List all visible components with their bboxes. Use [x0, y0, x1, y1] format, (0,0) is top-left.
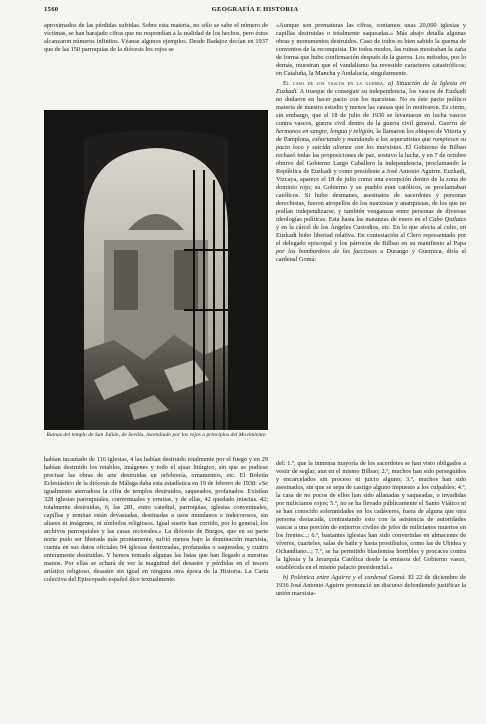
quote: Guerra de hermanos en sangre, lengua y religión,: [276, 120, 466, 135]
ruins-illustration: [44, 110, 268, 430]
photo-church-ruins: [44, 110, 268, 430]
section-heading: [276, 80, 466, 264]
paragraph: habían incautado de 116 iglesias, 4 las habían destruido totalmente por el fuego y en 29 habían destruido los retablos, imágenes y todo el ajuar litúrgico, sin que se pudiese precisar las obras de arte destruidas en orfebrería, ornamentos, etc. El Boletín Eclesiástico de la diócesis de Málaga daba esta estadística en 19 de febrero de 1938: «Se igualmente aterradora la cifra de templos destruidos, saqueados, profanados. Existían 328 iglesias parroquiales, conventuales y ermitas, y de ellas, 42 quedado intactas. 42; totalmente destruidas, 6; las 281, entre catedral, parroquias, iglesias conventuales, capillas y ermitas están devastadas, destinadas a usos mundanos e indecorosos, sin altares ni imágenes, ni símbolos religiosos. Igual suerte han corrido, por lo general, los archivos parroquiales y las casas rectorales.» La diócesis de Burgos, que en su parte norte pudo ser liberada más prontamente, sufrió menos bajo la dominación marxista, cuenta en sus datos oficiales 94 iglesias destrozadas, profanadas o saqueadas, y cuatro enteramente destruidas. Y hemos tomado algunas las listas que han llegado a nuestras manos. Por ellas se echará de ver la magnitud del desastre y pérdidas en el tesoro artístico religioso, desastre sin igual en ninguna otra época de la Historia. La Carta colectiva del Episcopado español dice textualmente:: [44, 456, 268, 583]
paragraph-text: A trueque de conseguir su independencia, los vascos de Euzkadi no dudaron en hacer pacto con los marxistas. No es éste pacto político materia de nuestro estudio y menos las causas que lo motivaron. Es cierto, sin embargo, que el 18 de julio de 1936 se levantaron en lucha vascos contra vascos, guerra civil dentro de la guerra civil general.: [276, 88, 466, 127]
paragraph-text: la llamaron los obispos de Vitoria y de Pamplona,: [276, 128, 466, 143]
column-top-left: [44, 22, 268, 108]
running-title: GEOGRAFÍA E HISTORIA: [211, 6, 299, 13]
paragraph-text: El Gobierno de Bilbao rechazó todas las proposiciones de paz, sostuvo la lucha, y en 7 de octubre obtuvo del Gobierno Largo Caballero la independencia, proclamando la República de Euzkadi y como presidente a José Antonio Aguirre. Euzkadi, Vizcaya, aparece el 18 de julio como una excepción dentro de la zona de dominio rojo; su Gobierno y su pueblo eran católicos, se proclamaban católicos. Si hubo desmanes, asesinatos de sacerdotes y personas derechistas, fueron atropellos de los marxistas y anarquistas, de los que no podían independizarse, y también venganzas entre personas de diversas ideologías políticas. Esta hasta las matanzas de enero en el: [276, 144, 466, 223]
page-number: 1560: [44, 6, 59, 13]
column-bottom-left: [44, 456, 268, 712]
quote: por los bombardeos de las facciosas: [276, 248, 377, 255]
paragraph: aproximados de las pérdidas sufridas. Sobre esta materia, no sólo se sabe el número de víctimas, se han barajado cifras que no respondían a la realidad de los hechos, pero éstos alcanzaron números infinitos. Véanse algunos ejemplos. Desde Badajoz decían en 1937 que de las 150 parroquias de la diócesis los rojos se: [44, 22, 268, 53]
quote: exhortando y mandando a los separatistas que rompiesen su pacto loco y suicida alianza con los marxistas.: [276, 136, 466, 151]
heading-title: b) Polémica entre Aguirre y el cardenal Gomá.: [283, 574, 406, 581]
quote: Cabo Quilates: [429, 216, 466, 223]
column-right-top: [276, 22, 466, 458]
paragraph-text: El 22 de diciembre de 1936 José Antonio Aguirre pronunció un discurso defendiendo justificar la unión marxista-: [276, 574, 466, 597]
column-bottom-right: [276, 460, 466, 712]
figure-caption: Ruinas del templo de San Julián, de Sevilla, incendiado por los rojos a principios del Movimiento: [46, 432, 266, 438]
section-heading: [276, 574, 466, 598]
paragraph: «Aunque son prematuras las cifras, contamos unas 20,000 iglesias y capillas destruidas o totalmente saqueadas.» Más abajo detalla algunas obras y monumentos destruidos. Caso de todos es bien sabido la quema de conventos de la reconquista. De todos modos, las ruinas mostraban la zaña de forma que hubo confirmación después de la guerra. Los métodos, por lo demás, muestran que el vandalismo ha revestido caracteres catastróficos; en Cataluña, la Mancha y Andalucía, singularmente.: [276, 22, 466, 77]
running-header: [44, 6, 466, 18]
paragraph-text: y en la cárcel de los Ángeles Custodios, etc. En lo que afecta al culto, en Euzkadi hubo libertad relativa. En contestación al Clero representado por el delegado episcopal y los párrocos de Bilbao en su manifiesto al Papa: [276, 224, 466, 247]
paragraph-text: a Durango y Guernica, diría el cardenal Gomá:: [276, 248, 466, 263]
paragraph: del: 1.º, que la inmensa mayoría de los sacerdotes se han visto obligados a vestir de seglar, aun en el mismo Bilbao; 2.º, muchos han sido perseguidos y encarcelados sin proceso ni juicio alguno; 3.º, muchos han sido asesinados, sin que se sepa de castigo alguno impuesto a los culpables; 4.º, la casa de no pocos de ellos han sido allanadas y saqueadas, o invadidas por milicianos rojos; 5.º, no se ha llevado públicamente el Santo Viático ni se han conocido solemnidades en los cadáveres, fuera de alguna que otra persona destacada, contrastando esto con la asistencia de autoridades vascas a una porción de entierros civiles de jefes de milicianos muertos en los frentes...; 6.º, bastantes iglesias han sido convertidas en almacenes de víveres, cuarteles, salas de baile y hasta prostíbulos, como las de Ubidea y Ochandiano...; 7.º, se ha permitido blasfemias horribles y procaces contra la Iglesia y la Jerarquía Católica desde la emisora del Gobierno vasco, establecida en el mismo palacio presidencial.»: [276, 460, 466, 571]
heading-title: El caso de los vascos en la guerra.: [283, 80, 385, 87]
heading-subtitle: a) Situación de la Iglesia en Euzkadi.: [276, 80, 466, 95]
